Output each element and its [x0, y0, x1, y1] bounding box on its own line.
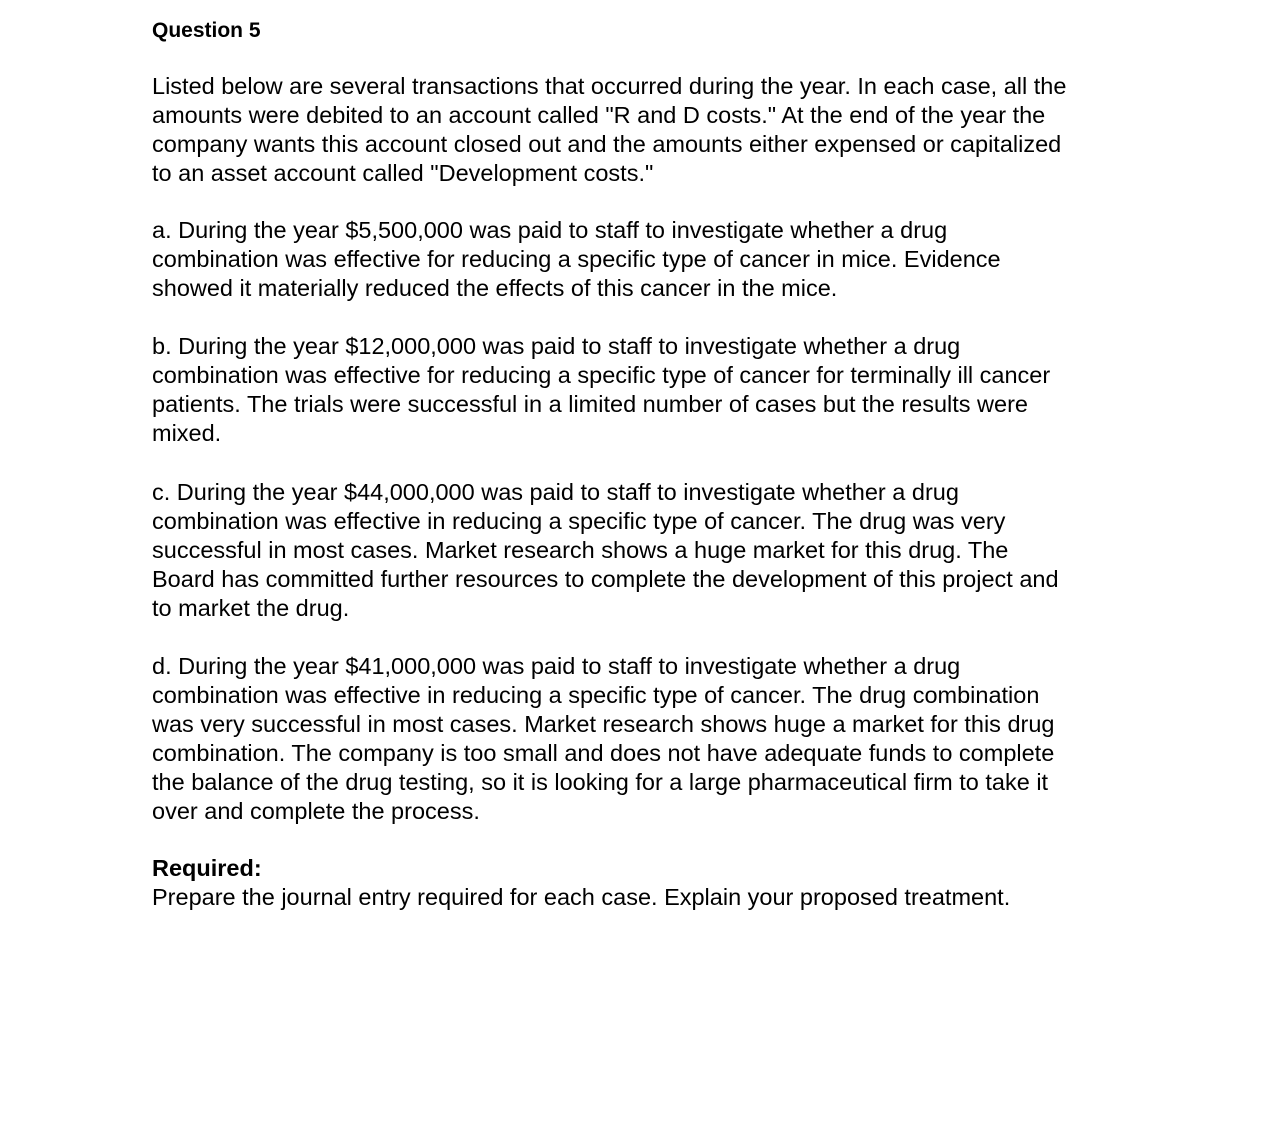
text-line: over and complete the process.: [152, 798, 480, 824]
text-line: the balance of the drug testing, so it is looking for a large pharmaceutical firm to take it: [152, 769, 1049, 795]
case-a-paragraph: [152, 216, 1152, 303]
text-line: Board has committed further resources to complete the development of this project and: [152, 566, 1059, 592]
text-line: showed it materially reduced the effects of this cancer in the mice.: [152, 275, 838, 301]
text-line: combination. The company is too small and does not have adequate funds to complete: [152, 740, 1055, 766]
text-line: successful in most cases. Market research shows a huge market for this drug. The: [152, 537, 1009, 563]
required-text: Prepare the journal entry required for each case. Explain your proposed treatment.: [152, 884, 1011, 910]
text-line: combination was effective for reducing a specific type of cancer in mice. Evidence: [152, 246, 1001, 272]
question-title: Question 5: [152, 19, 261, 42]
text-line: was very successful in most cases. Market research shows huge a market for this drug: [152, 711, 1055, 737]
text-line: Listed below are several transactions that occurred during the year. In each case, all the: [152, 73, 1067, 99]
text-line: mixed.: [152, 420, 222, 446]
case-b-paragraph: [152, 332, 1152, 448]
text-line: b. During the year $12,000,000 was paid to staff to investigate whether a drug: [152, 333, 961, 359]
case-d-paragraph: [152, 652, 1152, 826]
text-line: to an asset account called "Development costs.": [152, 160, 654, 186]
required-label: Required:: [152, 855, 262, 881]
text-line: d. During the year $41,000,000 was paid to staff to investigate whether a drug: [152, 653, 961, 679]
text-line: amounts were debited to an account called "R and D costs." At the end of the year the: [152, 102, 1046, 128]
text-line: combination was effective in reducing a specific type of cancer. The drug combination: [152, 682, 1040, 708]
text-line: company wants this account closed out and the amounts either expensed or capitalized: [152, 131, 1062, 157]
text-line: combination was effective in reducing a specific type of cancer. The drug was very: [152, 508, 1006, 534]
case-c-paragraph: [152, 478, 1152, 623]
text-line: a. During the year $5,500,000 was paid to staff to investigate whether a drug: [152, 217, 948, 243]
text-line: c. During the year $44,000,000 was paid to staff to investigate whether a drug: [152, 479, 959, 505]
intro-paragraph: [152, 72, 1152, 188]
required-section: [152, 854, 1152, 912]
text-line: patients. The trials were successful in a limited number of cases but the results were: [152, 391, 1028, 417]
text-line: combination was effective for reducing a specific type of cancer for terminally ill cancer: [152, 362, 1051, 388]
text-line: to market the drug.: [152, 595, 350, 621]
